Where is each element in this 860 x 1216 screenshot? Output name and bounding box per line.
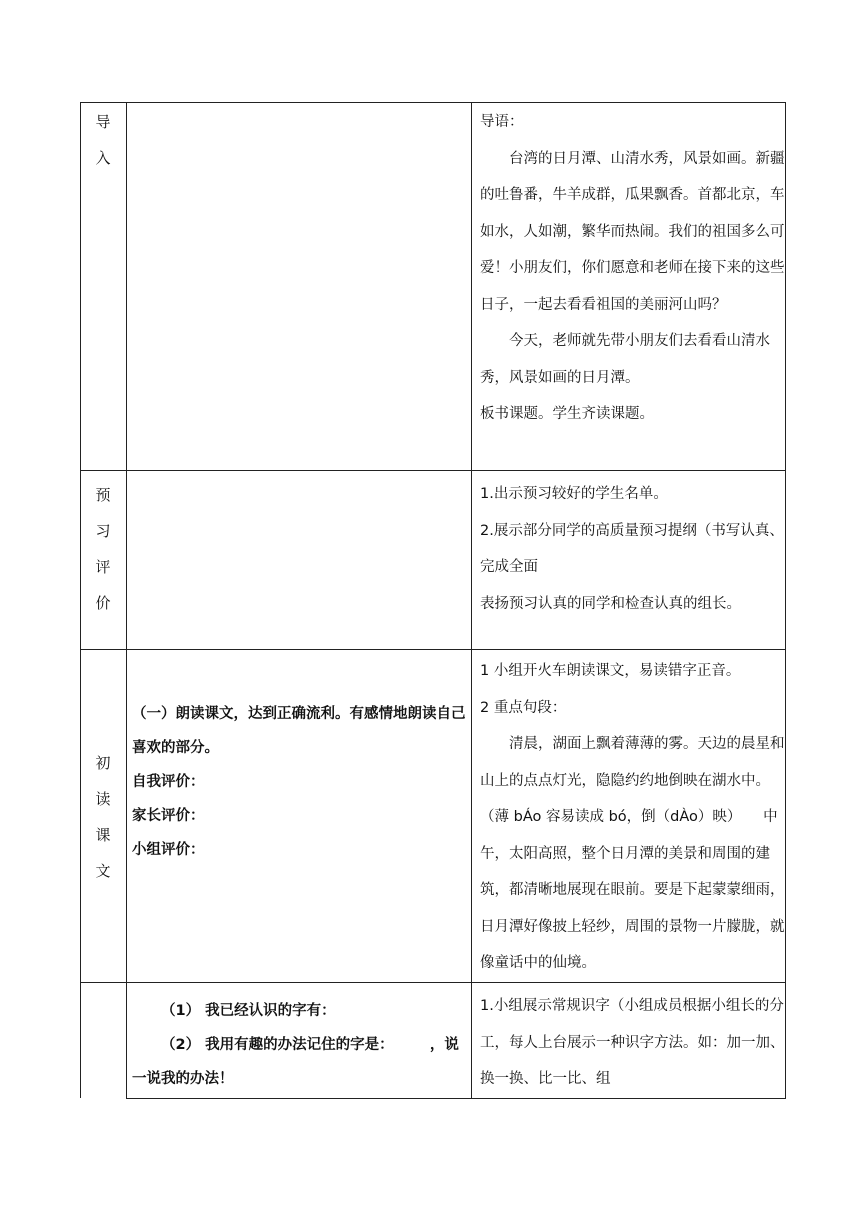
self-evaluation-label: 自我评价：	[132, 774, 205, 790]
key-passage: 清晨，湖面上飘着薄薄的雾。天边的晨星和山上的点点灯光，隐隐约约地倒映在湖水中。（薄 bÁo 容易读成 bó，倒（dÀo）映） 中午，太阳高照，整个日月潭的美景和周围的建筑，都清晰地展现在眼前。要是下起蒙蒙细雨，日月潭好像披上轻纱，周围的景物一片朦胧，就像童话中的仙境。	[480, 736, 785, 971]
column-divider-2	[471, 102, 472, 1099]
preview-item: 1.出示预习较好的学生名单。	[480, 486, 668, 502]
intro-paragraph: 台湾的日月潭、山清水秀，风景如画。新疆的吐鲁番，牛羊成群，瓜果飘香。首都北京，车如水，人如潮，繁华而热闹。我们的祖国多么可爱！小朋友们，你们愿意和老师在接下来的这些日子，一起去看看祖国的美丽河山吗？	[480, 150, 785, 313]
label-char: 评	[95, 558, 111, 576]
column-divider-1	[126, 102, 127, 1099]
label-char: 课	[95, 826, 111, 844]
intro-heading: 导语：	[480, 114, 524, 130]
preview-content	[480, 476, 785, 622]
label-char: 价	[95, 594, 111, 612]
intro-content	[480, 104, 785, 433]
literacy-item: 1.小组展示常规识字（小组成员根据小组长的分工，每人上台展示一种识字方法。如：加一加、换一换、比一比、组	[480, 998, 785, 1087]
label-char: 入	[95, 149, 111, 167]
label-char: 导	[95, 113, 111, 131]
row-divider-3	[80, 982, 786, 983]
label-char: 预	[95, 486, 111, 504]
reading-content	[480, 653, 785, 982]
intro-paragraph: 今天，老师就先带小朋友们去看看山清水秀，风景如画的日月潭。	[480, 333, 770, 386]
table-border-right	[785, 102, 786, 1099]
preview-item: 表扬预习认真的同学和检查认真的组长。	[480, 595, 741, 612]
literacy-task-item: （2） 我用有趣的办法记住的字是： ，说一说我的办法！	[132, 1037, 459, 1087]
literacy-content	[480, 988, 785, 1098]
row-label-first-reading	[80, 745, 126, 889]
reading-task-heading: （一）朗读课文，达到正确流利。有感情地朗读自己喜欢的部分。	[132, 706, 466, 756]
label-char: 读	[95, 790, 111, 808]
reading-item: 2 重点句段：	[480, 699, 567, 716]
row-label-intro	[80, 104, 126, 176]
label-char: 文	[95, 862, 111, 880]
row-label-preview	[80, 477, 126, 621]
intro-paragraph: 板书课题。学生齐读课题。	[480, 406, 654, 422]
row-divider-2	[80, 649, 786, 650]
table-border-top	[80, 102, 786, 103]
literacy-task-item: （1） 我已经认识的字有：	[161, 1003, 336, 1019]
label-char: 初	[95, 754, 111, 772]
label-char: 习	[95, 522, 111, 540]
reading-task	[132, 697, 466, 867]
literacy-task	[132, 994, 466, 1096]
reading-item: 1 小组开火车朗读课文，易读错字正音。	[480, 663, 741, 679]
parent-evaluation-label: 家长评价：	[132, 808, 205, 824]
table-border-bottom	[126, 1098, 786, 1099]
group-evaluation-label: 小组评价：	[132, 842, 205, 858]
preview-item: 2.展示部分同学的高质量预习提纲（书写认真、完成全面	[480, 522, 784, 575]
row-divider-1	[80, 470, 786, 471]
